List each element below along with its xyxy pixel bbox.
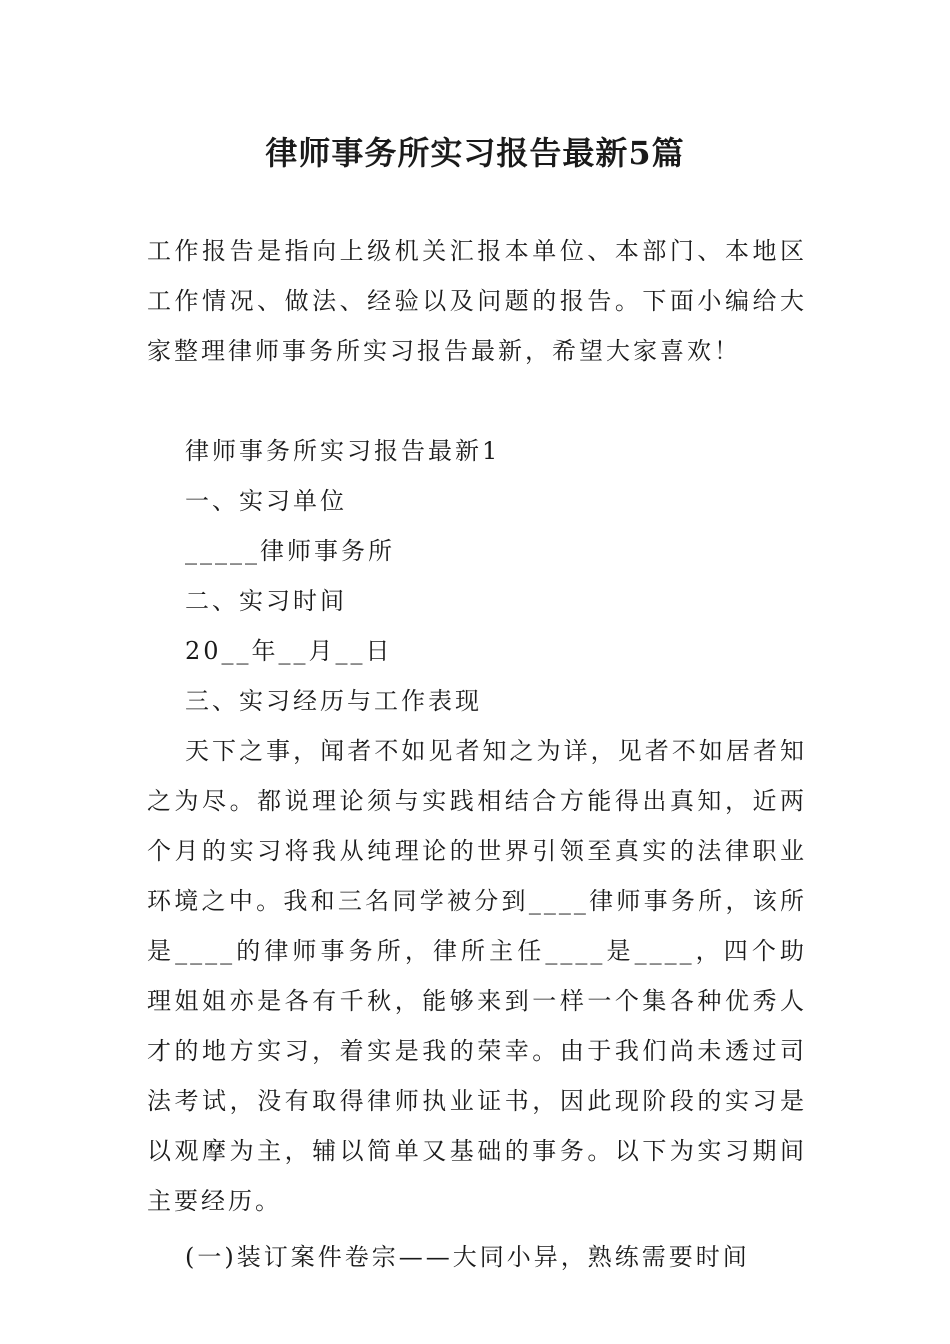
item-value-internship-unit: _____律师事务所 xyxy=(185,537,395,565)
item-heading-internship-time: 二、实习时间 xyxy=(185,587,347,615)
document-body xyxy=(147,426,807,1282)
item-heading-experience: 三、实习经历与工作表现 xyxy=(185,687,482,715)
body-paragraph: 天下之事，闻者不如见者知之为详，见者不如居者知之为尽。都说理论须与实践相结合方能得出真知，近两个月的实习将我从纯理论的世界引领至真实的法律职业环境之中。我和三名同学被分到____律师事务所，该所是____的律师事务所，律所主任____是____，四个助理姐姐亦是各有千秋，能够来到一样一个集各种优秀人才的地方实习，着实是我的荣幸。由于我们尚未透过司法考试，没有取得律师执业证书，因此现阶段的实习是以观摩为主，辅以简单又基础的事务。以下为实习期间主要经历。 xyxy=(147,737,807,1215)
item-value-internship-time: 20__年__月__日 xyxy=(185,637,393,665)
item-heading-internship-unit: 一、实习单位 xyxy=(185,487,347,515)
document-title: 律师事务所实习报告最新5篇 xyxy=(265,134,685,172)
section-heading: 律师事务所实习报告最新1 xyxy=(185,437,501,465)
subheading: (一)装订案件卷宗——大同小异，熟练需要时间 xyxy=(185,1243,750,1271)
intro-paragraph: 工作报告是指向上级机关汇报本单位、本部门、本地区工作情况、做法、经验以及问题的报告。下面小编给大家整理律师事务所实习报告最新，希望大家喜欢！ xyxy=(147,237,807,365)
